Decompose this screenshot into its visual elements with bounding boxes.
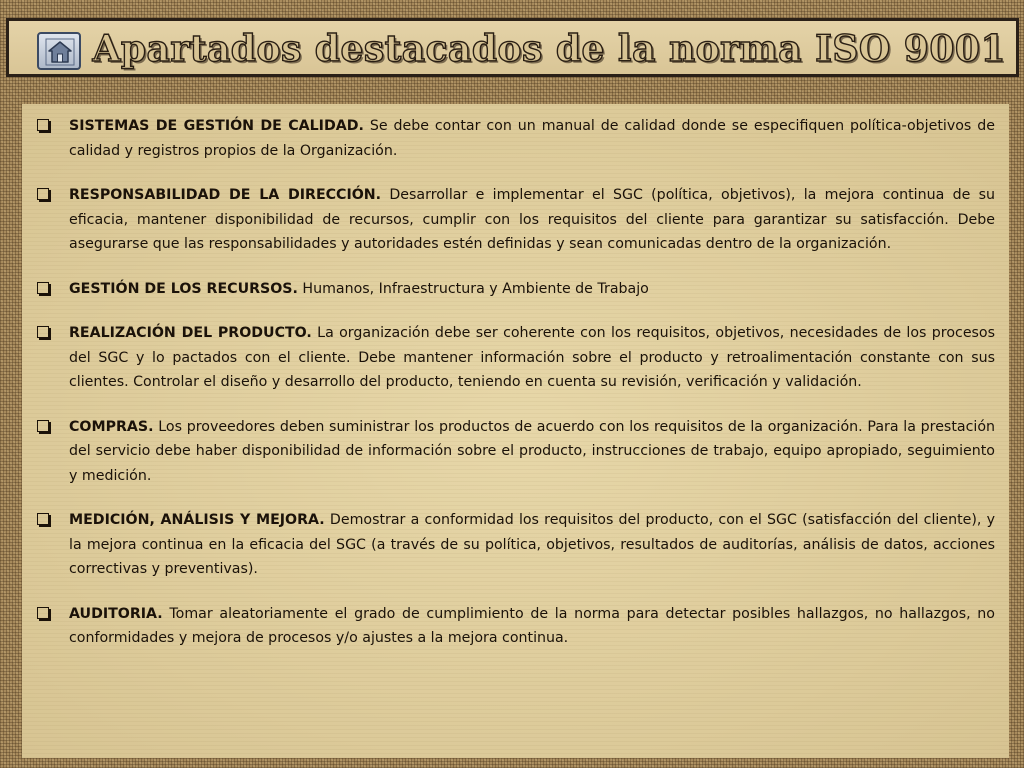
item-text: Humanos, Infraestructura y Ambiente de Trabajo (302, 280, 649, 297)
title-bar (6, 18, 1019, 77)
item-text: Los proveedores deben suministrar los productos de acuerdo con los requisitos de la organización. Para la prestación del servicio debe haber disponibilidad de información sobre el producto, instrucciones de trabajo, equipo apropiado, seguimiento y medición. (69, 418, 995, 484)
bullet-list (22, 104, 1009, 651)
item-heading: REALIZACIÓN DEL PRODUCTO. (69, 325, 312, 341)
item-text: Tomar aleatoriamente el grado de cumplimiento de la norma para detectar posibles hallazgos, no hallazgos, no conformidades y mejora de procesos y/o ajustes a la mejora continua. (69, 605, 995, 646)
square-bullet-icon (37, 420, 49, 432)
list-item (36, 321, 995, 395)
list-item (36, 114, 995, 163)
list-item (36, 183, 995, 257)
item-heading: MEDICIÓN, ANÁLISIS Y MEJORA. (69, 512, 325, 528)
item-heading: SISTEMAS DE GESTIÓN DE CALIDAD. (69, 118, 364, 134)
square-bullet-icon (37, 513, 49, 525)
square-bullet-icon (37, 188, 49, 200)
item-text: Se debe contar con un manual de calidad donde se especifiquen política-objetivos de calidad y registros propios de la Organización. (69, 118, 995, 159)
content-panel (22, 104, 1009, 758)
list-item (36, 602, 995, 651)
home-button[interactable] (37, 32, 81, 70)
item-heading: RESPONSABILIDAD DE LA DIRECCIÓN. (69, 187, 382, 203)
item-text: Demostrar a conformidad los requisitos del producto, con el SGC (satisfacción del cliente), y la mejora continua en la eficacia del SGC (a través de su política, objetivos, resultados de auditorías, análisis de datos, acciones correctivas y preventivas). (69, 512, 996, 577)
square-bullet-icon (37, 119, 49, 131)
list-item (36, 277, 995, 302)
square-bullet-icon (37, 282, 49, 294)
item-heading: AUDITORIA. (69, 605, 163, 622)
list-item (36, 508, 995, 582)
item-heading: GESTIÓN DE LOS RECURSOS. (69, 280, 298, 297)
square-bullet-icon (37, 607, 49, 619)
item-text: Desarrollar e implementar el SGC (política, objetivos), la mejora continua de su eficacia, mantener disponibilidad de recursos, cumplir con los requisitos del cliente para garantizar su satisfacción. Debe asegurarse que las responsabilidades y autoridades estén definidas y sean comunicadas dentro de la organización. (69, 187, 995, 252)
page-title: Apartados destacados de la norma ISO 9001 (92, 28, 1006, 70)
square-bullet-icon (37, 326, 49, 338)
item-text: La organización debe ser coherente con los requisitos, objetivos, necesidades de los procesos del SGC y lo pactados con el cliente. Debe mantener información sobre el producto y retroalimentación constante con sus clientes. Controlar el diseño y desarrollo del producto, teniendo en cuenta su revisión, verificación y validación. (69, 325, 996, 390)
home-icon (45, 38, 75, 66)
list-item (36, 415, 995, 489)
item-heading: COMPRAS. (69, 418, 154, 435)
